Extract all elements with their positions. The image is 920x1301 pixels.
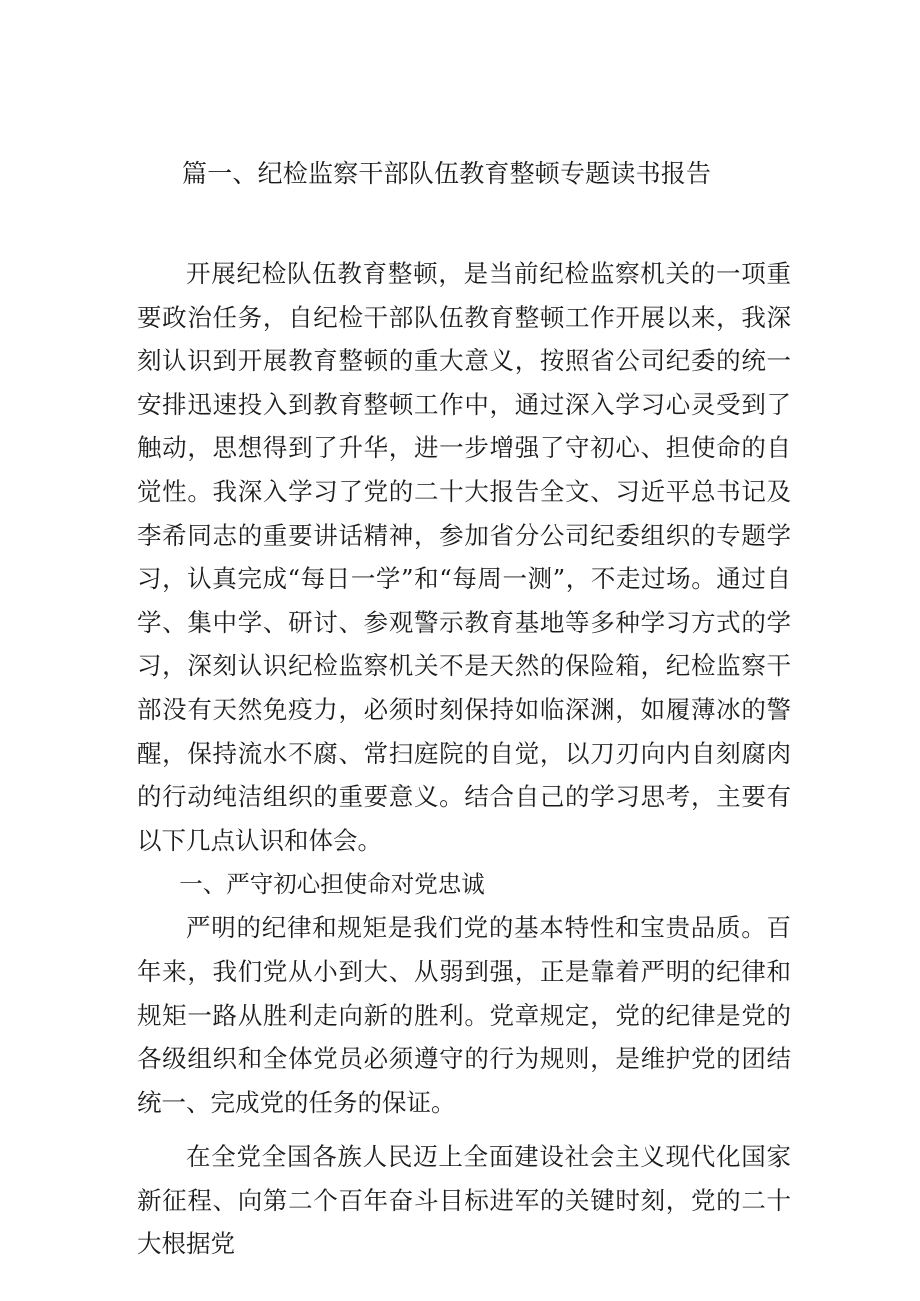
intro-paragraph: 开展纪检队伍教育整顿，是当前纪检监察机关的一项重要政治任务，自纪检干部队伍教育整顿工作开展以来，我深刻认识到开展教育整顿的重大意义，按照省公司纪委的统一安排迅速投入到教育整顿工作中，通过深入学习心灵受到了触动，思想得到了升华，进一步增强了守初心、担使命的自觉性。我深入学习了党的二十大报告全文、习近平总书记及李希同志的重要讲话精神，参加省分公司纪委组织的专题学习，认真完成“每日一学”和“每周一测”，不走过场。通过自学、集中学、研讨、参观警示教育基地等多种学习方式的学习，深刻认识纪检监察机关不是天然的保险箱，纪检监察干部没有天然免疫力，必须时刻保持如临深渊，如履薄冰的警醒，保持流水不腐、常扫庭院的自觉，以刀刃向内自刻腐肉的行动纯洁组织的重要意义。结合自己的学习思考，主要有以下几点认识和体会。 xyxy=(137,259,791,855)
document-body xyxy=(137,252,791,1266)
section-paragraph-1: 严明的纪律和规矩是我们党的基本特性和宝贵品质。百年来，我们党从小到大、从弱到强，正是靠着严明的纪律和规矩一路从胜利走向新的胜利。党章规定，党的纪律是党的各级组织和全体党员必须遵守的行为规则，是维护党的团结统一、完成党的任务的保证。 xyxy=(137,913,791,1117)
document-title: 篇一、纪检监察干部队伍教育整顿专题读书报告 xyxy=(182,159,712,188)
section-paragraph-2: 在全党全国各族人民迈上全面建设社会主义现代化国家新征程、向第二个百年奋斗目标进军的关键时刻，党的二十大根据党 xyxy=(137,1142,791,1259)
section-heading: 一、严守初心担使命对党忠诚 xyxy=(179,870,485,899)
